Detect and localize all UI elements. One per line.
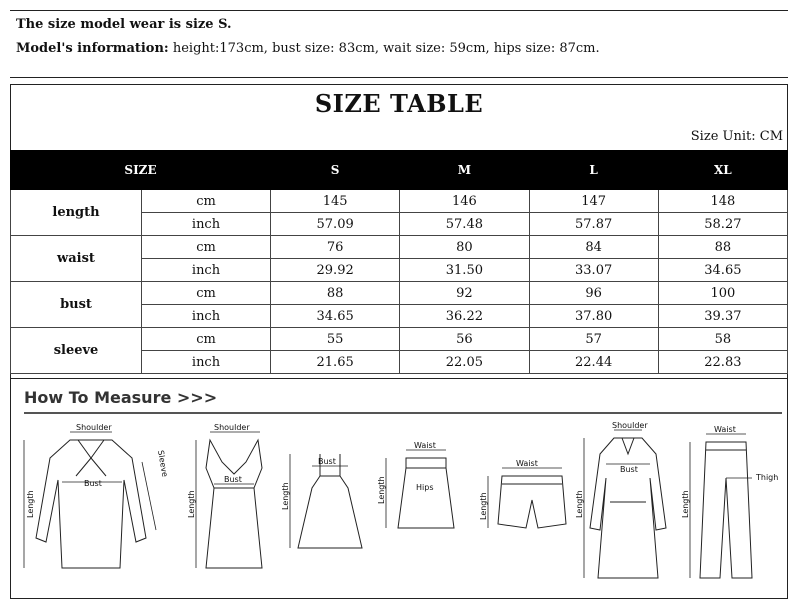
unit-cell: cm [142,328,271,351]
value-cell: 37.80 [529,305,658,328]
value-cell: 57.09 [271,213,400,236]
unit-cell: inch [142,213,271,236]
coat-diagram [575,421,666,578]
value-cell: 100 [658,282,787,305]
value-cell: 33.07 [529,259,658,282]
value-cell: 34.65 [271,305,400,328]
value-cell: 57.48 [400,213,529,236]
shoulder-label: Shoulder [76,423,112,432]
bust-label: Bust [224,475,242,484]
shoulder-label: Shoulder [214,423,250,432]
how-to-measure-rule [24,412,782,414]
page-title: SIZE TABLE [314,89,484,118]
unit-cell: inch [142,259,271,282]
value-cell: 80 [400,236,529,259]
header-l: L [529,151,658,190]
blouse-diagram [24,423,170,568]
table-row [11,190,788,213]
value-cell: 58.27 [658,213,787,236]
value-cell: 88 [658,236,787,259]
header-xl: XL [658,151,787,190]
value-cell: 22.83 [658,351,787,374]
value-cell: 145 [271,190,400,213]
value-cell: 21.65 [271,351,400,374]
header-m: M [400,151,529,190]
sleeve-label: Sleeve [155,449,170,478]
waist-label: Waist [516,459,538,468]
waist-label: Waist [414,441,436,450]
unit-cell: cm [142,282,271,305]
unit-cell: cm [142,236,271,259]
shorts-diagram [479,459,566,528]
unit-cell: inch [142,305,271,328]
size-table [10,150,788,374]
value-cell: 56 [400,328,529,351]
shoulder-label: Shoulder [612,421,648,430]
length-label: Length [377,476,386,504]
garment-diagrams [10,418,788,596]
value-cell: 22.05 [400,351,529,374]
value-cell: 39.37 [658,305,787,328]
bust-label: Bust [620,465,638,474]
thigh-label: Thigh [756,473,779,482]
size-table-header [11,151,788,190]
value-cell: 57.87 [529,213,658,236]
value-cell: 57 [529,328,658,351]
section-divider [10,378,788,379]
bust-label: Bust [318,457,336,466]
length-label: Length [281,482,290,510]
value-cell: 84 [529,236,658,259]
model-size-note: The size model wear is size S. [16,17,232,32]
waist-label: Waist [714,425,736,434]
table-row [11,282,788,305]
value-cell: 147 [529,190,658,213]
value-cell: 36.22 [400,305,529,328]
measure-sleeve: sleeve [11,328,142,374]
value-cell: 58 [658,328,787,351]
unit-cell: cm [142,190,271,213]
length-label: Length [479,492,488,520]
tank-top-diagram [187,423,262,568]
value-cell: 88 [271,282,400,305]
bust-label: Bust [84,479,102,488]
value-cell: 148 [658,190,787,213]
length-label: Length [575,490,584,518]
model-info-box [10,10,788,78]
value-cell: 29.92 [271,259,400,282]
measure-bust: bust [11,282,142,328]
header-size: SIZE [11,151,271,190]
header-s: S [271,151,400,190]
value-cell: 31.50 [400,259,529,282]
value-cell: 76 [271,236,400,259]
table-row [11,236,788,259]
skirt-diagram [377,441,454,528]
value-cell: 55 [271,328,400,351]
value-cell: 22.44 [529,351,658,374]
length-label: Length [187,490,196,518]
hips-label: Hips [416,483,434,492]
value-cell: 92 [400,282,529,305]
strap-dress-diagram [281,454,362,548]
unit-cell: inch [142,351,271,374]
value-cell: 146 [400,190,529,213]
measure-length: length [11,190,142,236]
size-unit-note: Size Unit: CM [690,129,783,144]
value-cell: 34.65 [658,259,787,282]
measure-waist: waist [11,236,142,282]
trousers-diagram [681,425,778,578]
model-measurements: Model's information: height:173cm, bust size: 83cm, wait size: 59cm, hips size: 87cm. [16,41,600,56]
table-row [11,328,788,351]
how-to-measure-title: How To Measure >>> [24,388,218,407]
value-cell: 96 [529,282,658,305]
length-label: Length [681,490,690,518]
length-label: Length [26,490,35,518]
